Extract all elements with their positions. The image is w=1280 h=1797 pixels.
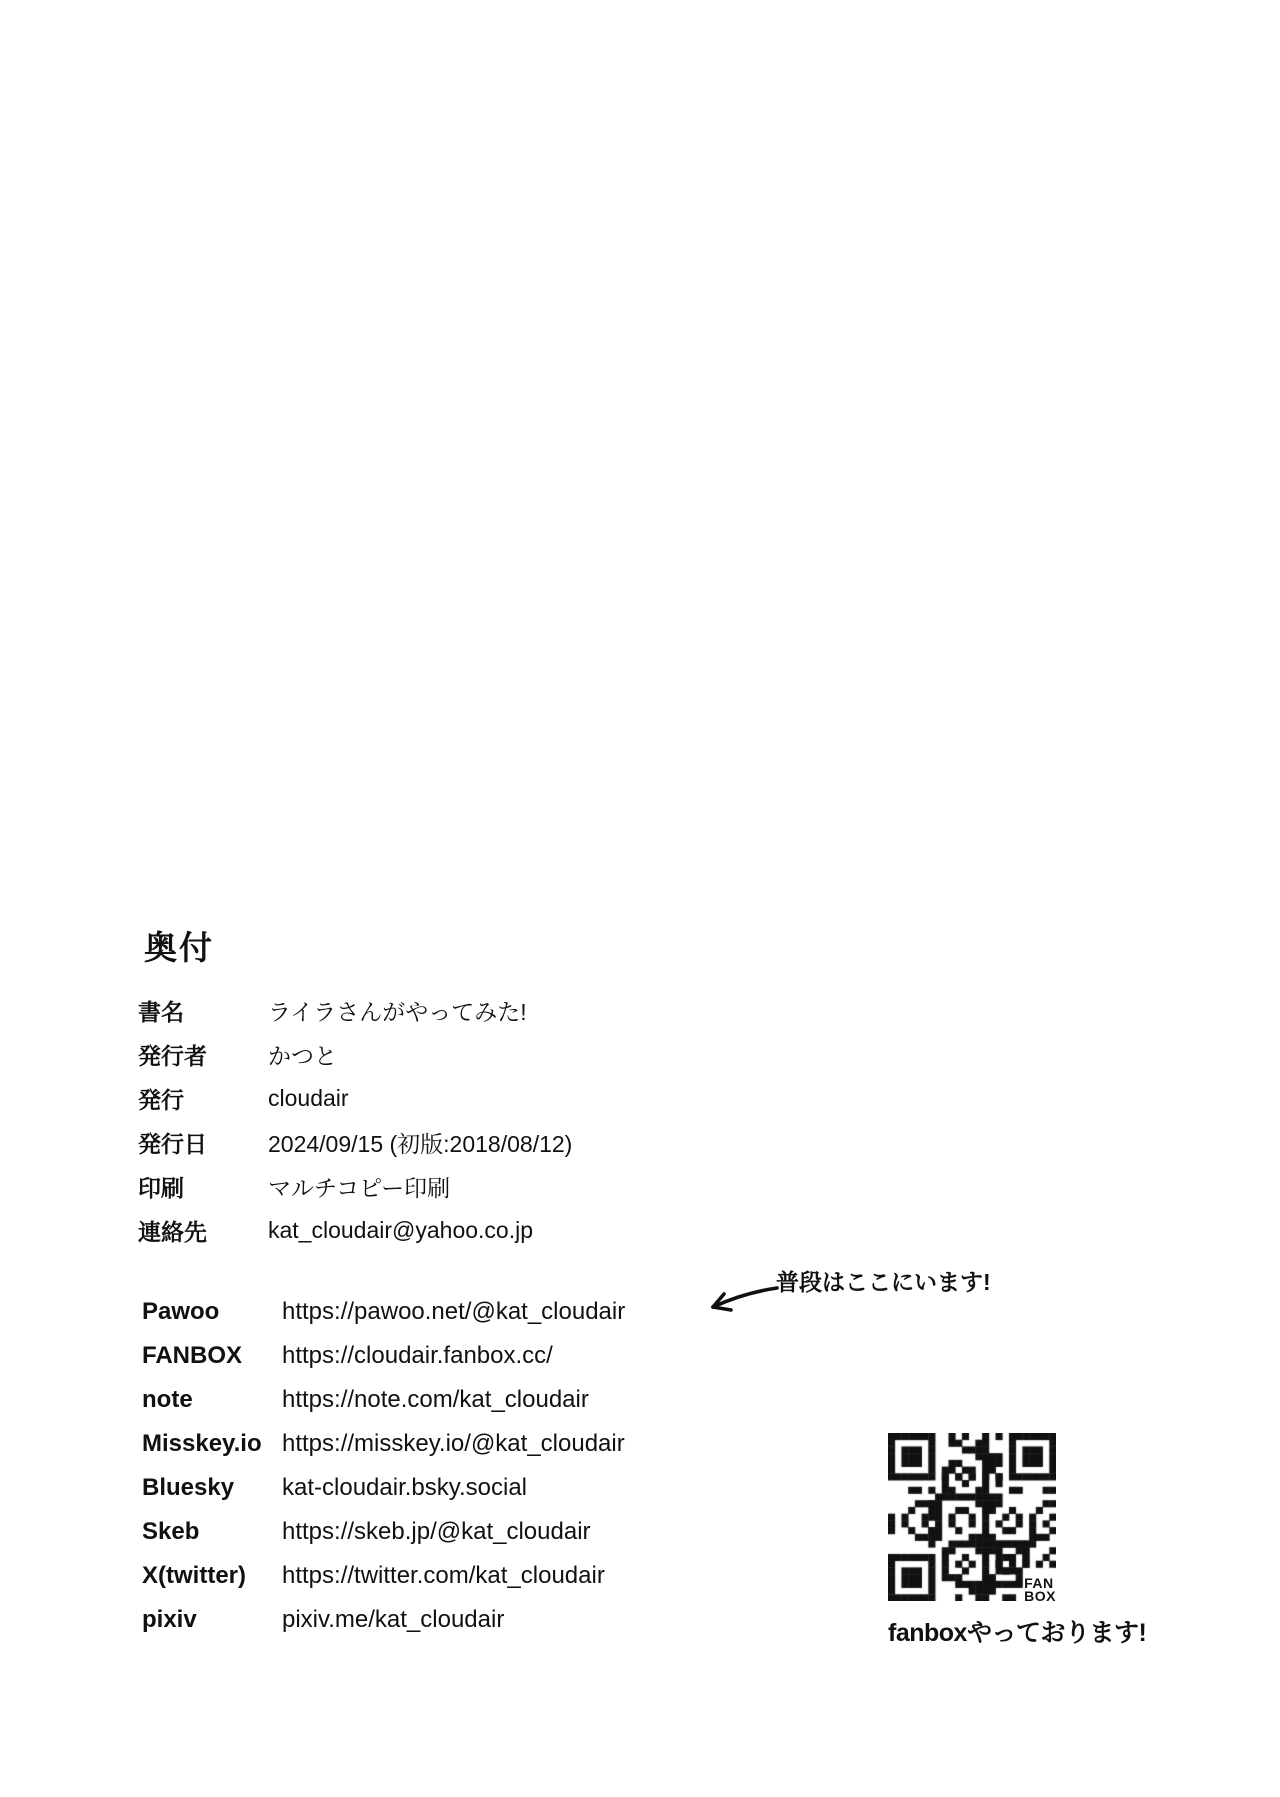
info-value: kat_cloudair@yahoo.co.jp	[268, 1216, 534, 1243]
info-row	[138, 1208, 758, 1252]
info-row	[138, 988, 758, 1032]
link-row	[142, 1334, 782, 1378]
link-platform-label: note	[142, 1386, 193, 1413]
link-url: https://note.com/kat_cloudair	[282, 1386, 589, 1413]
link-url: https://misskey.io/@kat_cloudair	[282, 1430, 625, 1457]
info-value: マルチコピー印刷	[268, 1174, 451, 1201]
info-row	[138, 1120, 758, 1164]
link-platform-label: Misskey.io	[142, 1430, 262, 1457]
fanbox-qr-logo: FAN BOX	[1024, 1575, 1056, 1604]
link-url: kat-cloudair.bsky.social	[282, 1474, 527, 1501]
publication-info-table	[138, 988, 758, 1252]
link-platform-label: Pawoo	[142, 1298, 220, 1325]
info-label: 発行日	[138, 1130, 207, 1157]
link-row	[142, 1510, 782, 1554]
link-platform-label: X(twitter)	[142, 1562, 246, 1589]
link-url: https://cloudair.fanbox.cc/	[282, 1342, 553, 1369]
info-value: ライラさんがやってみた!	[268, 998, 527, 1025]
link-row	[142, 1378, 782, 1422]
link-row	[142, 1466, 782, 1510]
info-row	[138, 1076, 758, 1120]
colophon-heading: 奥付	[144, 929, 214, 966]
info-label: 印刷	[138, 1174, 184, 1201]
info-value: かつと	[268, 1042, 337, 1069]
social-links-table	[142, 1290, 782, 1642]
link-platform-label: Bluesky	[142, 1474, 235, 1501]
info-label: 連絡先	[138, 1218, 207, 1245]
link-platform-label: FANBOX	[142, 1342, 243, 1369]
link-platform-label: pixiv	[142, 1606, 197, 1633]
link-row	[142, 1554, 782, 1598]
link-row	[142, 1290, 782, 1334]
link-url: https://pawoo.net/@kat_cloudair	[282, 1298, 626, 1325]
link-url: https://skeb.jp/@kat_cloudair	[282, 1518, 591, 1545]
info-value: cloudair	[268, 1084, 349, 1111]
info-row	[138, 1032, 758, 1076]
info-row	[138, 1164, 758, 1208]
fanbox-qr-code	[888, 1433, 1056, 1604]
link-platform-label: Skeb	[142, 1518, 200, 1545]
annotation-arrow-icon	[695, 1278, 787, 1322]
link-row	[142, 1598, 782, 1642]
link-url: https://twitter.com/kat_cloudair	[282, 1562, 605, 1589]
info-label: 書名	[138, 998, 184, 1025]
fanbox-qr-block	[888, 1433, 1147, 1649]
link-row	[142, 1422, 782, 1466]
info-label: 発行者	[138, 1042, 207, 1069]
fanbox-caption: fanboxやっております!	[888, 1619, 1147, 1647]
info-label: 発行	[138, 1086, 184, 1113]
info-value: 2024/09/15 (初版:2018/08/12)	[268, 1130, 573, 1157]
usually-here-note: 普段はここにいます!	[776, 1269, 991, 1295]
link-url: pixiv.me/kat_cloudair	[282, 1606, 505, 1633]
